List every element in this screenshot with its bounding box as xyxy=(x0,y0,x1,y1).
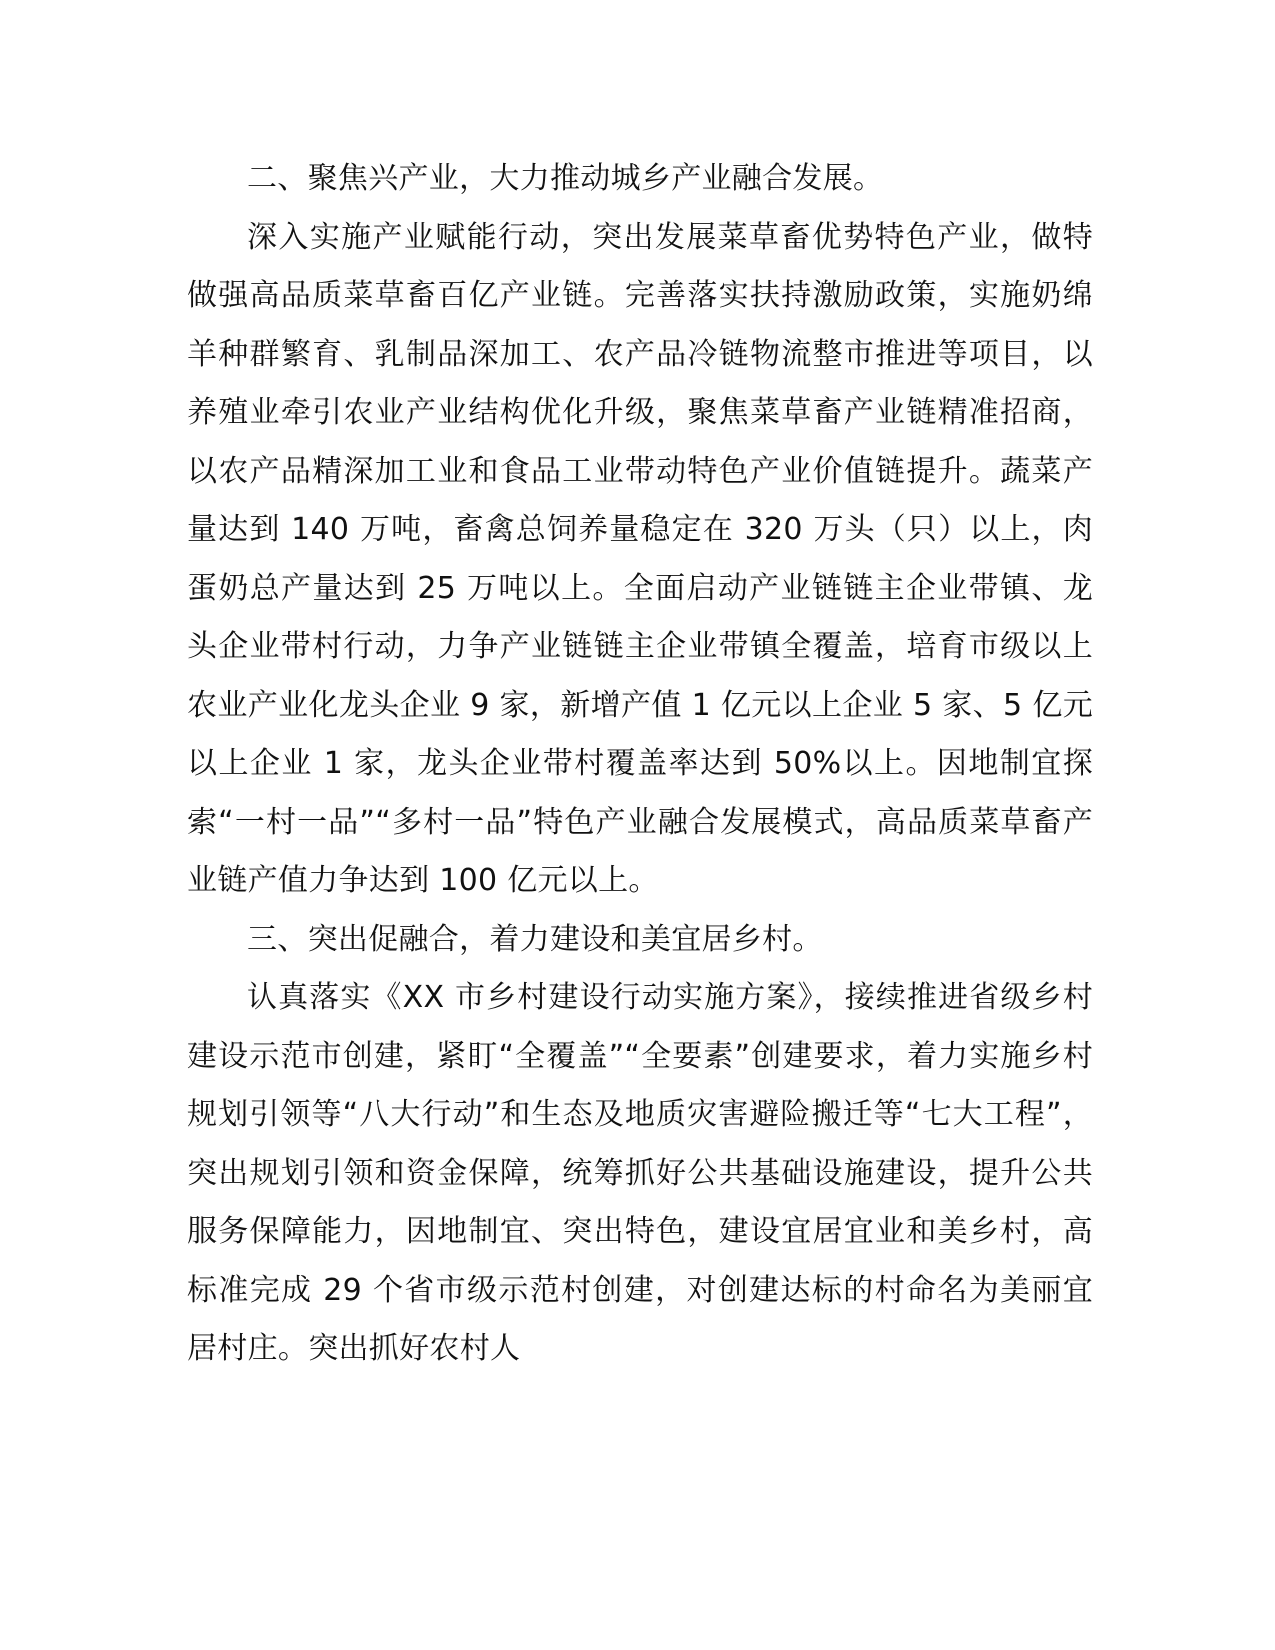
section-paragraph-3: 认真落实《XX 市乡村建设行动实施方案》，接续推进省级乡村建设示范市创建，紧盯“全覆盖”“全要素”创建要求，着力实施乡村规划引领等“八大行动”和生态及地质灾害避险搬迁等“七大工程”，突出规划引领和资金保障，统筹抓好公共基础设施建设，提升公共服务保障能力，因地制宜、突出特色，建设宜居宜业和美乡村，高标准完成 29 个省市级示范村创建，对创建达标的村命名为美丽宜居村庄。突出抓好农村人 xyxy=(187,980,1093,1366)
section-heading-2: 二、聚焦兴产业，大力推动城乡产业融合发展。 xyxy=(247,161,884,196)
section-heading-3: 三、突出促融合，着力建设和美宜居乡村。 xyxy=(247,921,823,957)
section-paragraph-2: 深入实施产业赋能行动，突出发展菜草畜优势特色产业，做特做强高品质菜草畜百亿产业链。完善落实扶持激励政策，实施奶绵羊种群繁育、乳制品深加工、农产品冷链物流整市推进等项目，以养殖业牵引农业产业结构优化升级，聚焦菜草畜产业链精准招商，以农产品精深加工业和食品工业带动特色产业价值链提升。蔬菜产量达到 140 万吨，畜禽总饲养量稳定在 320 万头（只）以上，肉蛋奶总产量达到 25 万吨以上。全面启动产业链链主企业带镇、龙头企业带村行动，力争产业链链主企业带镇全覆盖，培育市级以上农业产业化龙头企业 9 家，新增产值 1 亿元以上企业 5 家、5 亿元以上企业 1 家，龙头企业带村覆盖率达到 50%以上。因地制宜探索“一村一品”“多村一品”特色产业融合发展模式，高品质菜草畜产业链产值力争达到 100 亿元以上。 xyxy=(187,219,1093,898)
document-body xyxy=(187,150,1093,1379)
